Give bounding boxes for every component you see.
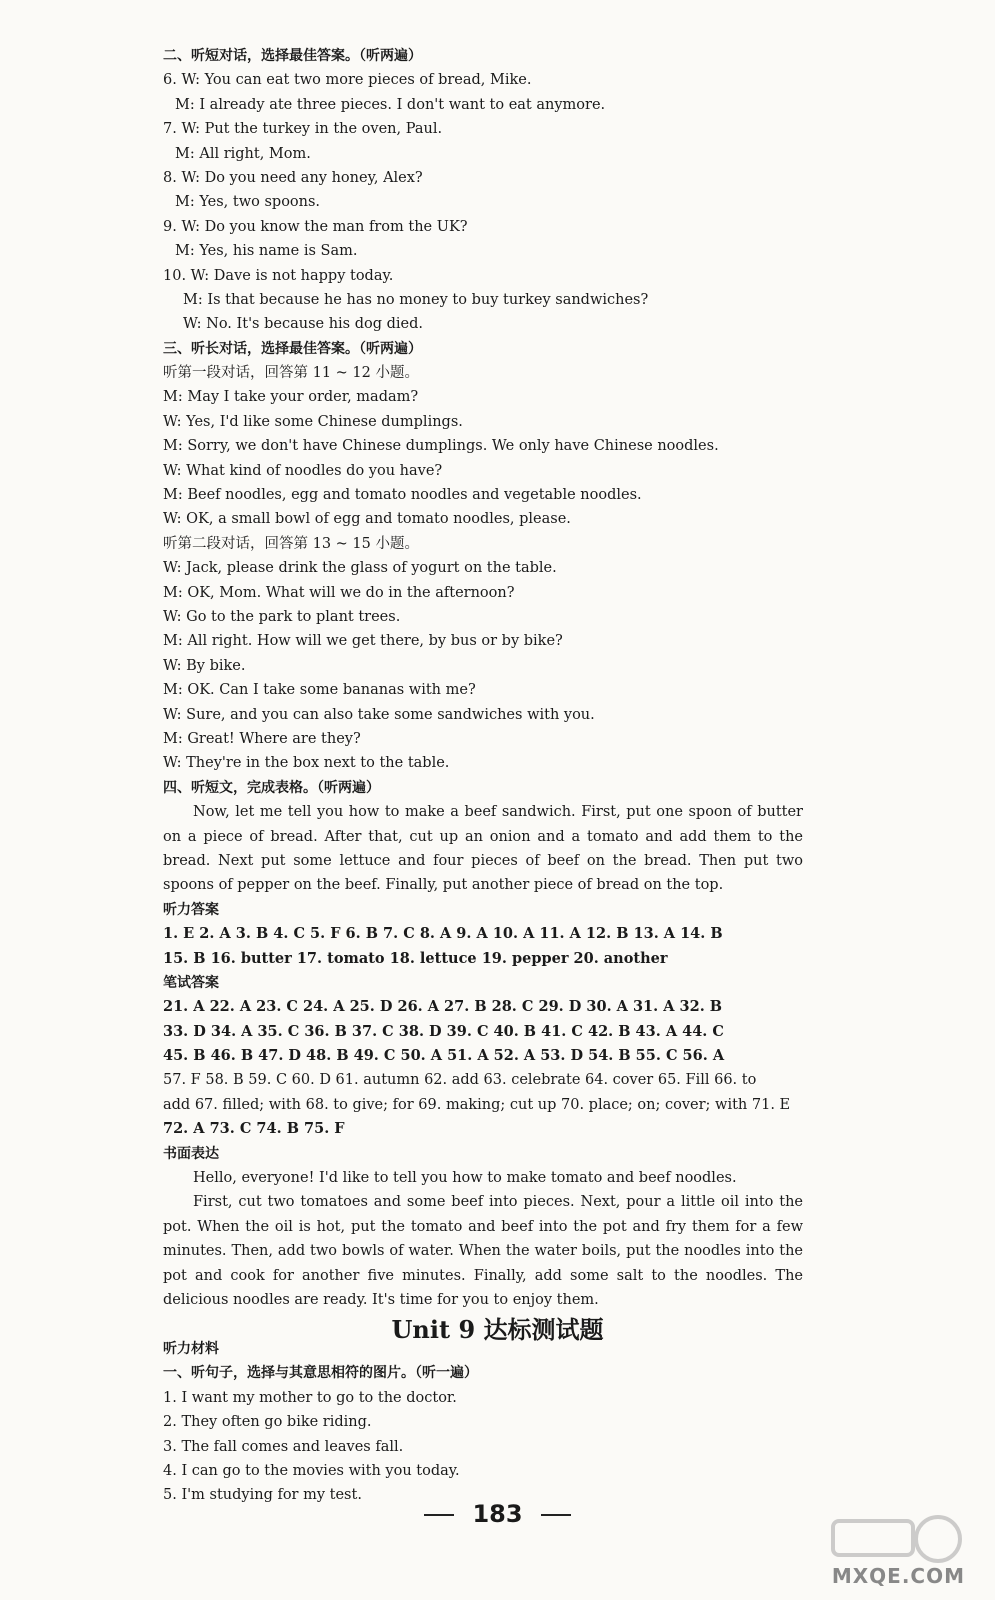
conversation-2-line: M: Great! Where are they?: [163, 730, 361, 747]
dialog-6-w: 6. W: You can eat two more pieces of bread, Mike.: [163, 72, 532, 89]
dialog-9-w: 9. W: Do you know the man from the UK?: [163, 218, 468, 235]
conversation-1-line: M: May I take your order, madam?: [163, 389, 419, 406]
section-4-title: 四、听短文，完成表格。（听两遍）: [163, 779, 380, 796]
listening-answers-title: 听力答案: [163, 901, 219, 918]
conversation-2-line: W: Sure, and you can also take some sandwiches with you.: [163, 706, 595, 723]
section-4-passage: Now, let me tell you how to make a beef sandwich. First, put one spoon of butter on a piece of bread. After that, cut up an onion and a tomato and add them to the bread. Next put some lettuce and four pieces of beef on the bread. Then put two spoons of pepper on the beef. Finally, put another piece of bread on the top.: [163, 804, 803, 894]
page-number-text: 183: [472, 1500, 523, 1528]
conversation-2-line: M: OK, Mom. What will we do in the afternoon?: [163, 584, 515, 601]
written-answers-row: 21. A 22. A 23. C 24. A 25. D 26. A 27. B 28. C 29. D 30. A 31. A 32. B: [163, 998, 723, 1016]
dash-left: [424, 1514, 454, 1516]
conversation-2-line: W: Go to the park to plant trees.: [163, 608, 401, 625]
conversation-1-line: M: Sorry, we don't have Chinese dumplings. We only have Chinese noodles.: [163, 438, 719, 455]
written-answers-row: add 67. filled; with 68. to give; for 69. making; cut up 70. place; on; cover; with 71. E: [163, 1096, 791, 1113]
dialog-7-m: M: All right, Mom.: [175, 145, 311, 162]
section-2-title: 二、听短对话，选择最佳答案。（听两遍）: [163, 48, 422, 64]
writing-paragraph-1: Hello, everyone! I'd like to tell you how to make tomato and beef noodles.: [193, 1170, 737, 1187]
conversation-2-line: W: By bike.: [163, 657, 246, 674]
written-answers-row: 57. F 58. B 59. C 60. D 61. autumn 62. add 63. celebrate 64. cover 65. Fill 66. to: [163, 1072, 757, 1089]
listening-answers-row: 1. E 2. A 3. B 4. C 5. F 6. B 7. C 8. A 9. A 10. A 11. A 12. B 13. A 14. B: [163, 925, 723, 943]
unit-9-column: [163, 1337, 803, 1508]
listening-answers-row: 15. B 16. butter 17. tomato 18. lettuce 19. pepper 20. another: [163, 949, 668, 967]
dialog-6-m: M: I already ate three pieces. I don't want to eat anymore.: [175, 96, 606, 113]
conversation-1-line: W: What kind of noodles do you have?: [163, 462, 443, 479]
dialog-9-m: M: Yes, his name is Sam.: [175, 243, 358, 260]
dialog-7-w: 7. W: Put the turkey in the oven, Paul.: [163, 121, 443, 138]
written-answers-row: 72. A 73. C 74. B 75. F: [163, 1120, 345, 1138]
conversation-2-line: M: OK. Can I take some bananas with me?: [163, 682, 476, 699]
dialog-10-m: M: Is that because he has no money to buy turkey sandwiches?: [183, 291, 649, 308]
conversation-2-intro: 听第二段对话，回答第 13 ~ 15 小题。: [163, 535, 419, 552]
dialog-8-m: M: Yes, two spoons.: [175, 194, 321, 211]
unit-9-title: Unit 9 达标测试题: [391, 1315, 604, 1344]
writing-paragraph-2: First, cut two tomatoes and some beef into pieces. Next, pour a little oil into the pot. When the oil is hot, put the tomato and beef into the pot and fry them for a few minutes. Then, add two bowls of water. When the water boils, put the noodles into the pot and cook for another five minutes. Finally, add some salt to the noodles. The delicious noodles are ready. It's time for you to enjoy them.: [163, 1194, 803, 1309]
written-answers-row: 33. D 34. A 35. C 36. B 37. C 38. D 39. C 40. B 41. C 42. B 43. A 44. C: [163, 1022, 724, 1040]
conversation-2-line: M: All right. How will we get there, by bus or by bike?: [163, 633, 563, 650]
watermark-text: MXQE.COM: [831, 1564, 965, 1588]
dash-right: [541, 1514, 571, 1516]
conversation-1-intro: 听第一段对话，回答第 11 ~ 12 小题。: [163, 365, 419, 382]
unit-9-section-1-title: 一、听句子，选择与其意思相符的图片。（听一遍）: [163, 1365, 478, 1382]
conversation-1-line: M: Beef noodles, egg and tomato noodles and vegetable noodles.: [163, 487, 642, 504]
writing-title: 书面表达: [163, 1145, 219, 1162]
dialog-8-w: 8. W: Do you need any honey, Alex?: [163, 169, 423, 186]
unit-9-item: 2. They often go bike riding.: [163, 1414, 372, 1431]
dialog-10-w2: W: No. It's because his dog died.: [183, 316, 424, 333]
section-3-title: 三、听长对话，选择最佳答案。（听两遍）: [163, 340, 422, 357]
unit-9-item: 1. I want my mother to go to the doctor.: [163, 1389, 457, 1406]
written-answers-row: 45. B 46. B 47. D 48. B 49. C 50. A 51. A 52. A 53. D 54. B 55. C 56. A: [163, 1047, 725, 1065]
conversation-1-line: W: OK, a small bowl of egg and tomato noodles, please.: [163, 511, 571, 528]
unit-9-item: 4. I can go to the movies with you today.: [163, 1462, 460, 1479]
dialog-10-w: 10. W: Dave is not happy today.: [163, 267, 394, 284]
unit-9-item: 5. I'm studying for my test.: [163, 1487, 362, 1504]
listening-material-title: 听力材料: [163, 1341, 219, 1357]
written-answers-title: 笔试答案: [163, 974, 219, 991]
conversation-1-line: W: Yes, I'd like some Chinese dumplings.: [163, 413, 463, 430]
unit-9-item: 3. The fall comes and leaves fall.: [163, 1438, 404, 1455]
conversation-2-line: W: Jack, please drink the glass of yogurt on the table.: [163, 560, 557, 577]
upper-column: [163, 44, 803, 1312]
conversation-2-line: W: They're in the box next to the table.: [163, 755, 450, 772]
